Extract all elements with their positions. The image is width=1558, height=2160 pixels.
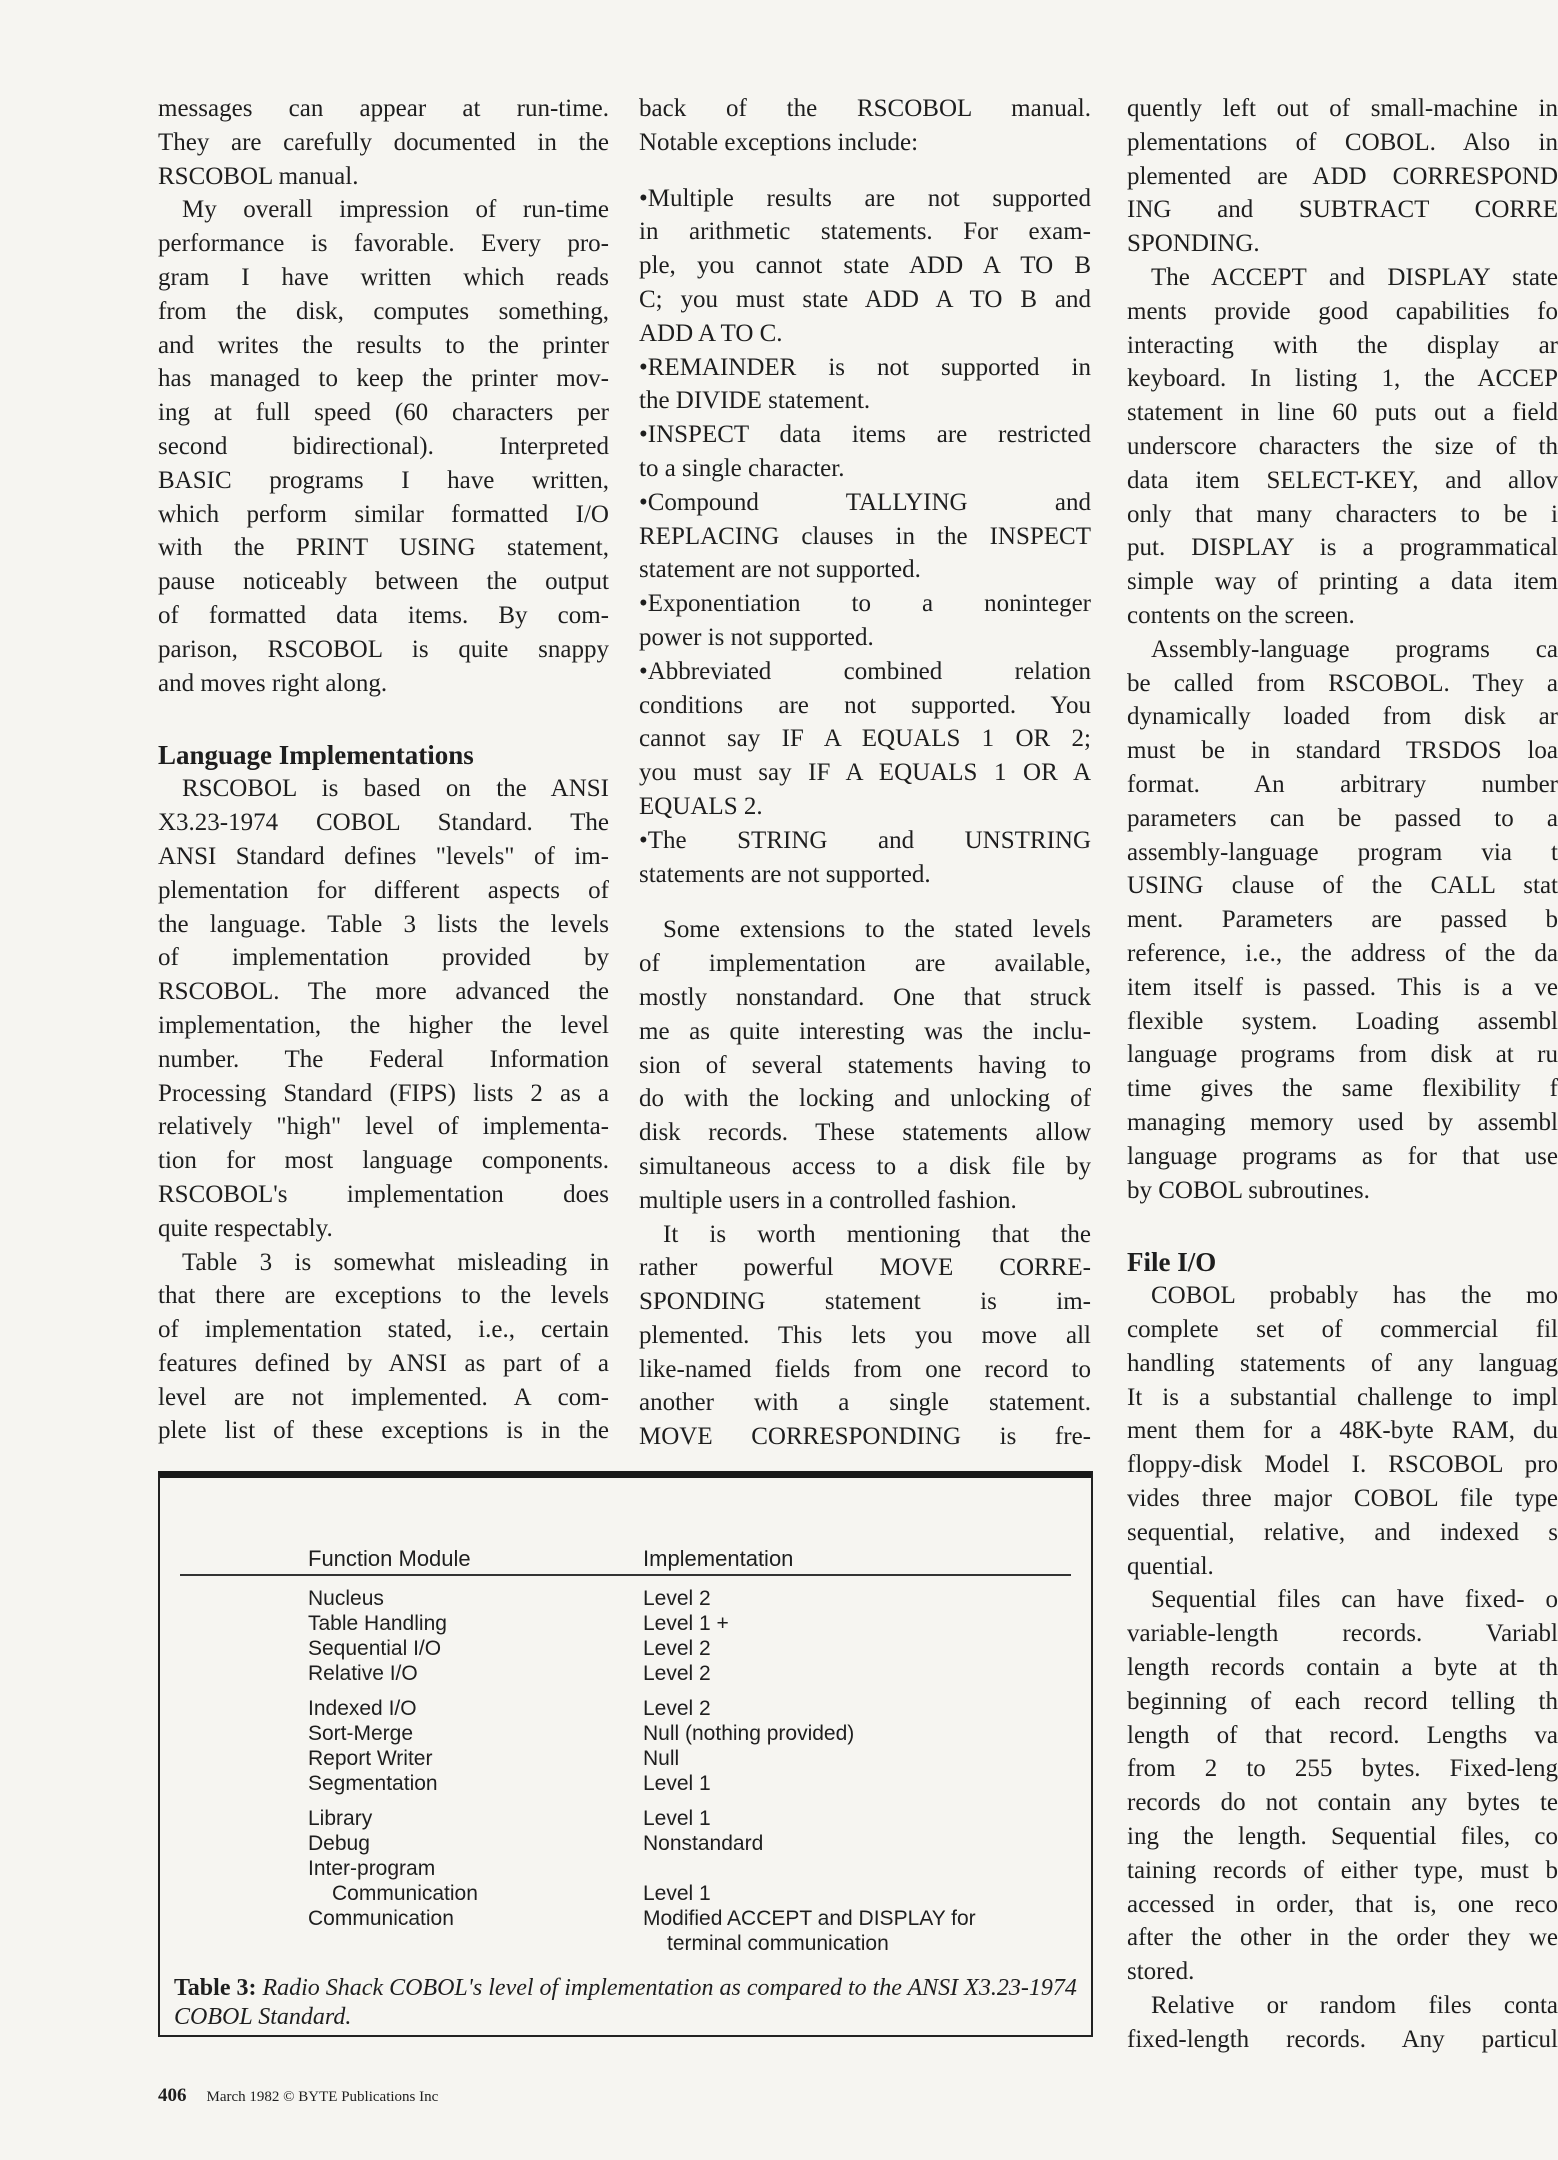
text-line: stored.	[1127, 1958, 1195, 1986]
text-line: contents on the screen.	[1127, 601, 1355, 629]
text-line: by COBOL subroutines.	[1127, 1176, 1370, 1204]
text-line: •Exponentiation to a noninteger	[639, 590, 1091, 618]
text-line: underscore characters the size of th	[1127, 432, 1558, 460]
text-line: simple way of printing a data item	[1127, 568, 1558, 596]
text-line: Relative or random files conta	[1151, 1992, 1558, 2020]
text-line: flexible system. Loading assembl	[1127, 1007, 1558, 1035]
text-line: messages can appear at run-time.	[158, 95, 609, 122]
implementation-cell: Level 1	[643, 1807, 711, 1830]
text-line: another with a single statement.	[639, 1389, 1091, 1417]
text-line: •Abbreviated combined relation	[639, 657, 1091, 685]
paragraph	[158, 772, 609, 1245]
text-line: ANSI Standard defines "levels" of im-	[158, 842, 609, 870]
text-line: of formatted data items. By com-	[158, 601, 609, 629]
text-line: ing at full speed (60 characters per	[158, 399, 609, 427]
paragraph	[1127, 1279, 1558, 1583]
text-line: has managed to keep the printer mov-	[158, 365, 609, 393]
table-row	[160, 1906, 1091, 1931]
implementation-cell: Level 2	[643, 1662, 711, 1685]
text-line: Sequential files can have fixed- o	[1151, 1586, 1558, 1614]
text-line: data item SELECT-KEY, and allov	[1127, 466, 1558, 494]
text-line: Assembly-language programs ca	[1151, 635, 1558, 663]
text-line: plemented. This lets you move all	[639, 1321, 1091, 1349]
paragraph	[1127, 1989, 1558, 2057]
bullet-item	[639, 486, 1091, 587]
text-line: ADD A TO C.	[639, 319, 783, 347]
text-line: number. The Federal Information	[158, 1045, 609, 1073]
table-row	[160, 1586, 1091, 1611]
text-line: plete list of these exceptions is in the	[158, 1417, 609, 1445]
table-row	[160, 1856, 1091, 1881]
text-line: of implementation stated, i.e., certain	[158, 1316, 609, 1344]
text-line: features defined by ANSI as part of a	[158, 1349, 609, 1377]
bullet-item	[639, 824, 1091, 892]
function-module-cell: Report Writer	[308, 1747, 433, 1770]
text-line: complete set of commercial fil	[1127, 1316, 1558, 1344]
text-line: RSCOBOL manual.	[158, 162, 359, 190]
text-line: REPLACING clauses in the INSPECT	[639, 522, 1091, 550]
text-line: mostly nonstandard. One that struck	[639, 983, 1091, 1011]
text-line: plemented are ADD CORRESPOND	[1127, 162, 1558, 190]
text-line: The ACCEPT and DISPLAY state	[1151, 263, 1558, 291]
header-implementation: Implementation	[643, 1546, 794, 1571]
text-line: plementation for different aspects of	[158, 876, 609, 904]
text-line: variable-length records. Variabl	[1127, 1620, 1558, 1648]
text-line: quite respectably.	[158, 1214, 333, 1242]
function-module-cell: Table Handling	[308, 1612, 447, 1635]
text-column-2	[639, 92, 1091, 1454]
table-row	[160, 1806, 1091, 1831]
bullet-item	[639, 351, 1091, 419]
text-line: relatively "high" level of implementa-	[158, 1113, 609, 1141]
paragraph	[158, 92, 609, 193]
text-line: back of the RSCOBOL manual.	[639, 95, 1091, 122]
text-line: COBOL probably has the mo	[1151, 1282, 1558, 1310]
text-line: performance is favorable. Every pro-	[158, 230, 609, 258]
page-number: 406	[158, 2085, 187, 2106]
text-line: that there are exceptions to the levels	[158, 1282, 609, 1310]
paragraph	[1127, 92, 1558, 261]
text-line: They are carefully documented in the	[158, 128, 609, 156]
text-line: language programs from disk at ru	[1127, 1041, 1558, 1069]
text-line: RSCOBOL is based on the ANSI	[182, 775, 609, 803]
text-line: the language. Table 3 lists the levels	[158, 910, 609, 938]
implementation-cell: terminal communication	[667, 1932, 889, 1955]
text-line: second bidirectional). Interpreted	[158, 432, 609, 460]
paragraph	[1127, 261, 1558, 633]
table-row	[160, 1661, 1091, 1686]
text-line: managing memory used by assembl	[1127, 1108, 1558, 1136]
text-line: BASIC programs I have written,	[158, 466, 609, 494]
text-line: language programs as for that use	[1127, 1142, 1558, 1170]
table-row	[160, 1611, 1091, 1636]
text-line: parameters can be passed to a	[1127, 804, 1558, 832]
publication-info: March 1982 © BYTE Publications Inc	[206, 2089, 439, 2105]
text-column-1	[158, 92, 609, 1448]
table-caption	[174, 1974, 1077, 2032]
text-line: the DIVIDE statement.	[639, 387, 871, 415]
text-line: records do not contain any bytes te	[1127, 1789, 1558, 1817]
text-line: level are not implemented. A com-	[158, 1383, 609, 1411]
text-line: X3.23-1974 COBOL Standard. The	[158, 809, 609, 837]
section-heading: File I/O	[1127, 1247, 1217, 1278]
table-row	[160, 1636, 1091, 1661]
text-line: It is worth mentioning that the	[663, 1220, 1091, 1248]
text-line: implementation, the higher the level	[158, 1011, 609, 1039]
text-line: length of that record. Lengths va	[1127, 1721, 1558, 1749]
paragraph	[639, 92, 1091, 160]
implementation-cell: Null	[643, 1747, 680, 1770]
text-line: taining records of either type, must b	[1127, 1856, 1558, 1884]
text-line: cannot say IF A EQUALS 1 OR 2;	[639, 725, 1091, 753]
implementation-cell: Nonstandard	[643, 1832, 764, 1855]
text-line: Notable exceptions include:	[639, 128, 919, 156]
text-line: •REMAINDER is not supported in	[639, 353, 1091, 381]
text-line: fixed-length records. Any particul	[1127, 2025, 1558, 2053]
text-line: multiple users in a controlled fashion.	[639, 1186, 1017, 1214]
text-line: format. An arbitrary number	[1127, 770, 1558, 798]
table-3	[158, 1471, 1093, 2037]
text-line: and moves right along.	[158, 669, 388, 697]
function-module-cell: Segmentation	[308, 1772, 438, 1795]
row-group	[160, 1806, 1091, 1956]
text-line: tion for most language components.	[158, 1147, 609, 1175]
function-module-cell: Nucleus	[308, 1587, 384, 1610]
text-line: disk records. These statements allow	[639, 1119, 1091, 1147]
text-line: pause noticeably between the output	[158, 568, 609, 596]
text-line: Table 3 is somewhat misleading in	[182, 1248, 609, 1276]
text-line: in arithmetic statements. For exam-	[639, 218, 1091, 246]
bullet-item	[639, 587, 1091, 655]
text-line: dynamically loaded from disk ar	[1127, 703, 1558, 731]
text-line: quently left out of small-machine in	[1127, 95, 1558, 122]
row-group	[160, 1586, 1091, 1686]
implementation-cell: Level 2	[643, 1587, 711, 1610]
text-line: RSCOBOL. The more advanced the	[158, 978, 609, 1006]
text-line: accessed in order, that is, one reco	[1127, 1890, 1558, 1918]
text-line: ment. Parameters are passed b	[1127, 906, 1558, 934]
function-module-cell: Debug	[308, 1832, 370, 1855]
implementation-cell: Level 1	[643, 1882, 711, 1905]
bullet-item	[639, 182, 1091, 351]
text-line: with the PRINT USING statement,	[158, 534, 609, 562]
function-module-cell: Relative I/O	[308, 1662, 418, 1685]
text-line: plementations of COBOL. Also in	[1127, 128, 1558, 156]
text-line: •INSPECT data items are restricted	[639, 421, 1091, 449]
text-line: time gives the same flexibility f	[1127, 1075, 1558, 1103]
table-row	[160, 1696, 1091, 1721]
text-line: •Compound TALLYING and	[639, 488, 1091, 516]
table-row	[160, 1831, 1091, 1856]
text-line: after the other in the order they we	[1127, 1924, 1558, 1952]
caption-text: Radio Shack COBOL's level of implementation as compared to the ANSI X3.23-1974 COBOL Standard.	[174, 1975, 1077, 2030]
text-line: quential.	[1127, 1552, 1214, 1580]
paragraph	[639, 1218, 1091, 1455]
text-line: ments provide good capabilities fo	[1127, 297, 1558, 325]
text-column-3	[1127, 92, 1558, 2057]
text-line: •The STRING and UNSTRING	[639, 826, 1091, 854]
function-module-cell: Communication	[308, 1907, 454, 1930]
text-line: conditions are not supported. You	[639, 691, 1091, 719]
text-line: floppy-disk Model I. RSCOBOL pro	[1127, 1451, 1558, 1479]
function-module-cell: Sequential I/O	[308, 1637, 442, 1660]
text-line: power is not supported.	[639, 623, 874, 651]
text-line: you must say IF A EQUALS 1 OR A	[639, 759, 1091, 787]
paragraph	[1127, 633, 1558, 1208]
section-heading: Language Implementations	[158, 740, 474, 771]
text-line: interacting with the display ar	[1127, 331, 1558, 359]
text-line: ing the length. Sequential files, co	[1127, 1823, 1558, 1851]
text-line: ple, you cannot state ADD A TO B	[639, 252, 1091, 280]
text-line: My overall impression of run-time	[182, 196, 609, 224]
function-module-cell: Indexed I/O	[308, 1697, 417, 1720]
text-line: handling statements of any languag	[1127, 1349, 1558, 1377]
page-footer	[158, 2085, 438, 2107]
text-line: assembly-language program via t	[1127, 838, 1558, 866]
text-line: to a single character.	[639, 454, 845, 482]
text-line: reference, i.e., the address of the da	[1127, 939, 1558, 967]
text-line: from 2 to 255 bytes. Fixed-leng	[1127, 1755, 1558, 1783]
paragraph	[158, 193, 609, 700]
row-group	[160, 1696, 1091, 1796]
implementation-cell: Level 2	[643, 1697, 711, 1720]
text-line: ING and SUBTRACT CORRE	[1127, 196, 1558, 224]
text-line: statement are not supported.	[639, 556, 921, 584]
text-line: vides three major COBOL file type	[1127, 1485, 1558, 1513]
text-line: beginning of each record telling th	[1127, 1687, 1558, 1715]
implementation-cell: Null (nothing provided)	[643, 1722, 855, 1745]
text-line: sion of several statements having to	[639, 1051, 1091, 1079]
table-row	[160, 1881, 1091, 1906]
text-line: ment them for a 48K-byte RAM, du	[1127, 1417, 1558, 1445]
paragraph	[1127, 1583, 1558, 1989]
text-line: statements are not supported.	[639, 860, 931, 888]
paragraph	[639, 913, 1091, 1217]
text-line: gram I have written which reads	[158, 263, 609, 291]
text-line: simultaneous access to a disk file by	[639, 1152, 1091, 1180]
text-line: be called from RSCOBOL. They a	[1127, 669, 1558, 697]
bullet-item	[639, 655, 1091, 824]
text-line: of implementation are available,	[639, 950, 1091, 978]
text-line: EQUALS 2.	[639, 792, 763, 820]
function-module-cell: Library	[308, 1807, 373, 1830]
text-line: MOVE CORRESPONDING is fre-	[639, 1423, 1091, 1451]
table-row	[160, 1931, 1091, 1956]
text-line: must be in standard TRSDOS loa	[1127, 737, 1558, 765]
text-line: It is a substantial challenge to impl	[1127, 1383, 1558, 1411]
text-line: Processing Standard (FIPS) lists 2 as a	[158, 1079, 609, 1107]
text-line: of implementation provided by	[158, 944, 609, 972]
text-line: which perform similar formatted I/O	[158, 500, 609, 528]
caption-label: Table 3:	[174, 1975, 257, 2001]
text-line: from the disk, computes something,	[158, 297, 609, 325]
text-line: SPONDING.	[1127, 230, 1260, 258]
text-line: USING clause of the CALL stat	[1127, 872, 1558, 900]
text-line: like-named fields from one record to	[639, 1355, 1091, 1383]
function-module-cell: Inter-program	[308, 1857, 436, 1880]
paragraph	[158, 1246, 609, 1449]
table-row	[160, 1746, 1091, 1771]
text-line: statement in line 60 puts out a field	[1127, 399, 1558, 427]
text-line: length records contain a byte at th	[1127, 1654, 1558, 1682]
text-line: keyboard. In listing 1, the ACCEP	[1127, 365, 1558, 393]
implementation-cell: Level 1	[643, 1772, 711, 1795]
table-row	[160, 1721, 1091, 1746]
text-line: rather powerful MOVE CORRE-	[639, 1254, 1091, 1282]
text-line: C; you must state ADD A TO B and	[639, 285, 1091, 313]
text-line: put. DISPLAY is a programmatical	[1127, 534, 1558, 562]
text-line: •Multiple results are not supported	[639, 184, 1091, 212]
implementation-cell: Level 2	[643, 1637, 711, 1660]
text-line: Some extensions to the stated levels	[663, 916, 1091, 944]
implementation-cell: Level 1 +	[643, 1612, 729, 1635]
table-row	[160, 1771, 1091, 1796]
text-line: SPONDING statement is im-	[639, 1288, 1091, 1316]
text-line: only that many characters to be i	[1127, 500, 1558, 528]
function-module-cell: Sort-Merge	[308, 1722, 414, 1745]
text-line: parison, RSCOBOL is quite snappy	[158, 635, 609, 663]
text-line: sequential, relative, and indexed s	[1127, 1518, 1558, 1546]
function-module-cell: Communication	[332, 1882, 478, 1905]
header-function-module: Function Module	[308, 1546, 471, 1571]
table-header	[180, 1544, 1071, 1576]
text-line: item itself is passed. This is a ve	[1127, 973, 1558, 1001]
table-body	[160, 1586, 1091, 1966]
text-line: me as quite interesting was the inclu-	[639, 1017, 1091, 1045]
implementation-cell: Modified ACCEPT and DISPLAY for	[643, 1907, 976, 1930]
text-line: and writes the results to the printer	[158, 331, 609, 359]
text-line: RSCOBOL's implementation does	[158, 1180, 609, 1208]
bullet-item	[639, 418, 1091, 486]
text-line: do with the locking and unlocking of	[639, 1085, 1091, 1113]
